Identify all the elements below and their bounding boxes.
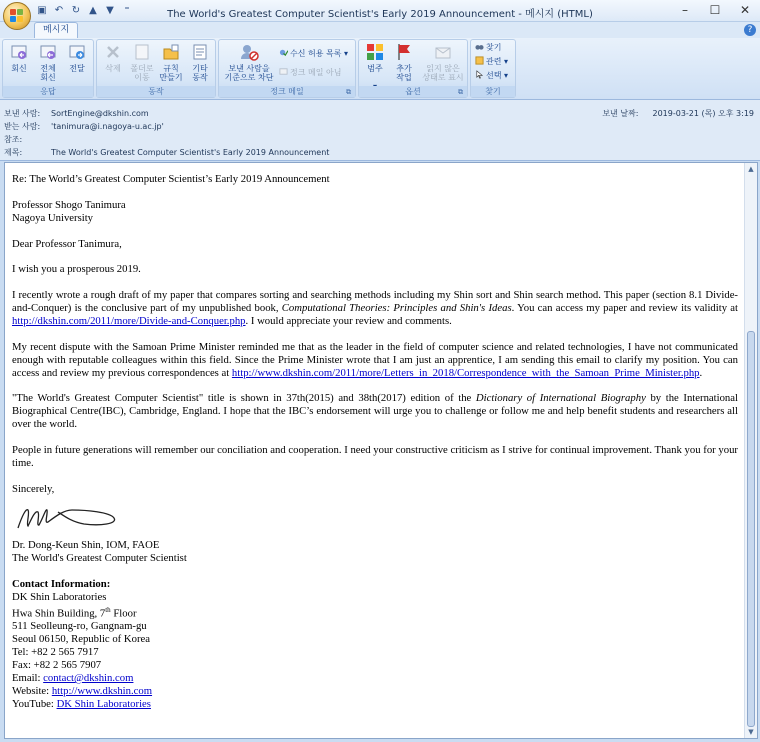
mark-unread-icon bbox=[433, 42, 453, 62]
not-junk-button[interactable] bbox=[279, 67, 341, 78]
contact-street: 511 Seolleung-ro, Gangnam-gu bbox=[12, 620, 147, 633]
from-label: 보낸 사람: bbox=[4, 109, 41, 118]
message-body[interactable] bbox=[4, 162, 758, 739]
select-label: 선택 bbox=[486, 71, 502, 80]
paragraph-title: "The World's Greatest Computer Scientist" title is shown in 37th(2015) and 38th(2017) edition of the Dictionary of International Biography by the International Biographical Centre(IBC), Cambridge, England. I hope that the IBC’s endorsement will urge you to challenge or follow me and help benefit students and researchers all over the world. bbox=[12, 392, 738, 431]
contact-building: Hwa Shin Building, 7th Floor bbox=[12, 605, 137, 620]
vertical-scrollbar[interactable] bbox=[744, 163, 757, 738]
re-line: Re: The World’s Greatest Computer Scientist’s Early 2019 Announcement bbox=[12, 173, 330, 185]
contact-email: Email: contact@dkshin.com bbox=[12, 672, 134, 685]
follow-up-button[interactable] bbox=[390, 42, 418, 82]
undo-icon[interactable]: ↶ bbox=[54, 5, 64, 16]
contact-website: Website: http://www.dkshin.com bbox=[12, 684, 153, 697]
junk-mail-launcher-icon[interactable]: ⧉ bbox=[346, 88, 351, 96]
mark-unread-button[interactable] bbox=[421, 42, 465, 82]
signature-image bbox=[14, 498, 124, 536]
safe-senders-label: 수신 허용 목록 bbox=[290, 49, 342, 58]
delete-icon bbox=[103, 42, 123, 62]
dropdown-icon: ▾ bbox=[344, 49, 349, 58]
sent-value: 2019-03-21 (목) 오후 3:19 bbox=[652, 109, 754, 118]
reply-label: 회신 bbox=[11, 64, 27, 73]
move-to-folder-button[interactable] bbox=[128, 42, 156, 82]
contact-tel: Tel: +82 2 565 7917 bbox=[12, 646, 99, 659]
flag-icon bbox=[394, 42, 414, 62]
paragraph-future: People in future generations will remember our conciliation and cooperation. I need your constructive criticism as I strive for continual improvement. Thank you for your time. bbox=[12, 443, 738, 469]
paper-link[interactable]: http://dkshin.com/2011/more/Divide-and-Conquer.php bbox=[12, 314, 246, 327]
binoculars-icon bbox=[475, 42, 484, 51]
group-actions-label: 동작 bbox=[97, 86, 215, 97]
contact-heading: Contact Information: bbox=[12, 578, 111, 591]
follow-up-label: 추가 작업 bbox=[396, 64, 412, 82]
find-label: 찾기 bbox=[486, 43, 502, 52]
from-value[interactable]: SortEngine@dkshin.com bbox=[51, 109, 149, 118]
closing: Sincerely, bbox=[12, 482, 55, 495]
from-row bbox=[4, 107, 149, 120]
group-junk-mail-label: 정크 메일 bbox=[219, 86, 355, 97]
contact-city: Seoul 06150, Republic of Korea bbox=[12, 633, 151, 646]
qat-customize-icon[interactable]: ⁼ bbox=[124, 5, 130, 16]
related-label: 관련 bbox=[486, 57, 502, 66]
block-sender-button[interactable] bbox=[221, 42, 277, 82]
other-actions-icon bbox=[190, 42, 210, 62]
reply-all-icon bbox=[38, 42, 58, 62]
reply-all-button[interactable] bbox=[34, 42, 62, 82]
window-controls bbox=[670, 0, 760, 20]
other-actions-button[interactable] bbox=[186, 42, 214, 82]
dropdown-icon: ▾ bbox=[504, 57, 509, 66]
move-to-folder-label: 폴더로 이동 bbox=[130, 64, 154, 82]
redo-icon[interactable]: ↻ bbox=[71, 5, 81, 16]
down-arrow-icon[interactable]: ▼ bbox=[106, 5, 114, 16]
subject-row bbox=[4, 146, 329, 159]
to-row bbox=[4, 120, 164, 133]
create-rule-icon bbox=[161, 42, 181, 62]
group-options bbox=[358, 39, 468, 98]
recipient-name: Professor Shogo Tanimura bbox=[12, 198, 126, 211]
window-title: The World's Greatest Computer Scientist's Early 2019 Announcement - 메시지 (HTML) bbox=[167, 9, 593, 20]
book-title: Computational Theories: Principles and Shin's Ideas bbox=[281, 302, 512, 314]
ribbon-tab-row bbox=[0, 22, 760, 38]
minimize-button[interactable]: – bbox=[682, 3, 688, 17]
categorize-label: 범주 bbox=[367, 64, 383, 73]
forward-icon bbox=[67, 42, 87, 62]
message-header bbox=[0, 100, 760, 161]
reply-icon bbox=[9, 42, 29, 62]
group-respond-label: 응답 bbox=[3, 86, 93, 97]
delete-button[interactable] bbox=[99, 42, 127, 73]
group-junk-mail bbox=[218, 39, 356, 98]
mark-unread-label: 읽지 않은 상태로 표시 bbox=[422, 64, 464, 82]
subject-value: The World's Greatest Computer Scientist's Early 2019 Announcement bbox=[51, 148, 330, 157]
paragraph-paper: I recently wrote a rough draft of my paper that compares sorting and searching methods including my Shin sort and Shin search method. This paper (section 8.1 Divide-and-Conquer) is the conclusive part of my unpublished book, Computational Theories: Principles and Shin's Ideas. You can access my paper and review its validity at http://dkshin.com/2011/more/Divide-and-Conquer.php. I would appreciate your review and comments. bbox=[12, 289, 739, 327]
help-icon[interactable]: ? bbox=[744, 24, 756, 36]
block-sender-label: 보낸 사람을 기준으로 차단 bbox=[224, 64, 274, 82]
message-text bbox=[12, 173, 738, 711]
reply-all-label: 전체 회신 bbox=[40, 64, 56, 82]
wish-line: I wish you a prosperous 2019. bbox=[12, 263, 141, 276]
sender-name: Dr. Dong-Keun Shin, IOM, FAOE bbox=[12, 539, 160, 552]
to-value[interactable]: 'tanimura@i.nagoya-u.ac.jp' bbox=[51, 122, 164, 131]
create-rule-button[interactable] bbox=[157, 42, 185, 82]
dropdown-icon: ▾ bbox=[504, 71, 509, 80]
group-actions bbox=[96, 39, 216, 98]
to-label: 받는 사람: bbox=[4, 122, 41, 131]
sender-title: The World's Greatest Computer Scientist bbox=[12, 552, 187, 565]
office-logo-icon bbox=[10, 9, 24, 23]
scroll-down-icon[interactable]: ▼ bbox=[748, 728, 754, 736]
not-junk-label: 정크 메일 아님 bbox=[290, 68, 342, 77]
forward-label: 전달 bbox=[69, 64, 85, 73]
contact-org: DK Shin Laboratories bbox=[12, 591, 107, 604]
options-launcher-icon[interactable]: ⧉ bbox=[458, 88, 463, 96]
maximize-button[interactable]: ☐ bbox=[709, 3, 721, 17]
not-junk-icon bbox=[279, 67, 288, 76]
sent-row bbox=[602, 107, 754, 120]
office-button[interactable] bbox=[3, 2, 31, 30]
cursor-icon bbox=[475, 70, 484, 79]
block-sender-icon bbox=[239, 42, 259, 62]
find-button[interactable] bbox=[475, 42, 501, 53]
sent-label: 보낸 날짜: bbox=[602, 109, 639, 118]
salutation: Dear Professor Tanimura, bbox=[12, 237, 122, 250]
safe-senders-button[interactable] bbox=[279, 48, 348, 59]
recipient-org: Nagoya University bbox=[12, 211, 94, 224]
correspondence-link[interactable]: http://www.dkshin.com/2011/more/Letters_in_2018/Correspondence_with_the_Samoan_Prime_Minister.php bbox=[231, 366, 700, 379]
group-find-label: 찾기 bbox=[471, 86, 515, 97]
email-link[interactable]: contact@dkshin.com bbox=[43, 672, 134, 685]
related-button[interactable] bbox=[475, 56, 508, 67]
move-to-folder-icon bbox=[132, 42, 152, 62]
forward-button[interactable] bbox=[63, 42, 91, 73]
dictionary-title: Dictionary of International Biography bbox=[475, 392, 646, 405]
subject-label: 제목: bbox=[4, 148, 23, 157]
cc-row bbox=[4, 133, 51, 146]
cc-label: 참조: bbox=[4, 135, 23, 144]
reply-button[interactable] bbox=[5, 42, 33, 73]
contact-youtube: YouTube: DK Shin Laboratories bbox=[12, 697, 151, 710]
close-button[interactable]: ✕ bbox=[739, 3, 751, 17]
group-respond bbox=[2, 39, 94, 98]
related-icon bbox=[475, 56, 484, 65]
up-arrow-icon[interactable]: ▲ bbox=[89, 5, 97, 16]
categorize-button[interactable] bbox=[361, 42, 389, 91]
paragraph-dispute: My recent dispute with the Samoan Prime Minister reminded me that as the leader in the field of computer science and related technologies, I have not communicated enough with reputable colleagues within this field. Since the Prime Minister wrote that I am just an apprentice, I am sending this email to clarify my position. You can access and review my previous correspondences at http://www.dkshin.com/2011/more/Letters_in_2018/Correspondence_with_the_Samoan_Prime_Minister.php. bbox=[12, 340, 738, 379]
youtube-link[interactable]: DK Shin Laboratories bbox=[56, 697, 151, 710]
ribbon bbox=[0, 38, 760, 100]
group-options-label: 옵션 bbox=[359, 86, 467, 97]
title-bar bbox=[0, 0, 760, 22]
select-button[interactable] bbox=[475, 70, 508, 81]
save-icon[interactable]: ▣ bbox=[37, 5, 47, 16]
scroll-thumb[interactable] bbox=[747, 331, 755, 727]
safe-senders-icon bbox=[279, 48, 288, 57]
create-rule-label: 규칙 만들기 bbox=[159, 64, 183, 82]
contact-fax: Fax: +82 2 565 7907 bbox=[12, 659, 102, 672]
other-actions-label: 기타 동작 bbox=[192, 64, 208, 82]
group-find bbox=[470, 39, 516, 98]
categorize-icon bbox=[365, 42, 385, 62]
scroll-up-icon[interactable]: ▲ bbox=[748, 165, 754, 173]
tab-message[interactable]: 메시지 bbox=[34, 22, 78, 38]
delete-label: 삭제 bbox=[105, 64, 121, 73]
website-link[interactable]: http://www.dkshin.com bbox=[51, 684, 153, 697]
